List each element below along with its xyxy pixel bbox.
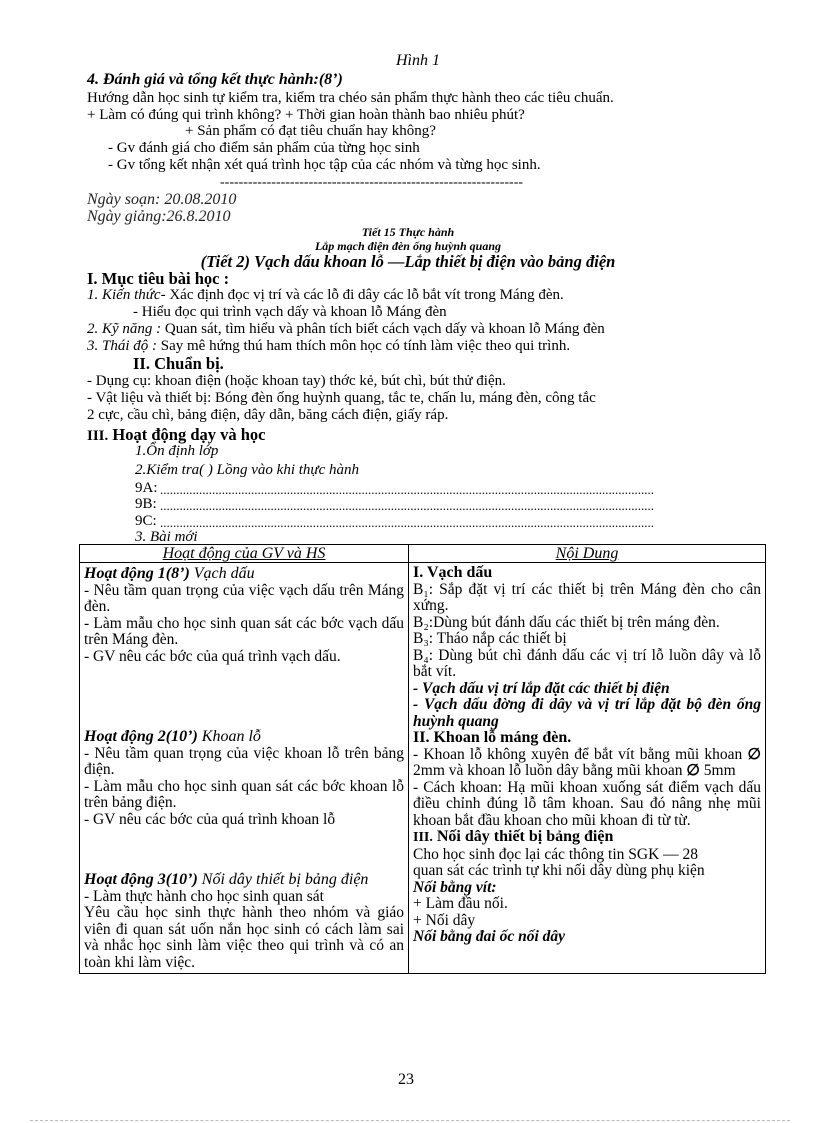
content-marking-step-1: B₁: Sắp đặt vị trí các thiết bị trên Máng đèn cho cân xứng. [413,580,761,614]
content-wiring-item-2: + Nối dây [413,911,476,929]
activity-1-title: Hoạt động 1(8’) Vạch dấu [84,565,255,582]
activity-2-title: Hoạt động 2(10’) Khoan lỗ [84,728,261,745]
preparation-heading: II. Chuẩn bị. [133,354,224,373]
lesson-subtitle: Lắp mạch điện đèn ống huỳnh quang [314,239,502,253]
content-marking-step-3: B₃: Tháo nắp các thiết bị [413,630,567,647]
objective-attitude [87,339,570,354]
objectives-heading: I. Mục tiêu bài học : [87,269,230,288]
skill-label: 2. Kỹ năng : [87,321,162,337]
assessment-line-3: + Sản phẩm có đạt tiêu chuẩn hay không? [185,123,436,139]
content-wiring-item-1: + Làm đầu nối. [413,895,508,912]
table-header-row [80,545,766,563]
date-taught: Ngày giảng:26.8.2010 [87,208,231,225]
page-bottom-rule [30,1120,790,1121]
class-9c-label: 9C: [135,513,157,529]
objective-skill [87,322,605,337]
preparation-materials: - Vật liệu và thiết bị: Bóng đèn ống huỳnh quang, tắc te, chấn lu, máng đèn, công tắc [87,390,596,406]
preparation-tools: - Dụng cụ: khoan điện (hoặc khoan tay) thớc kẻ, bút chì, bút thử điện. [87,373,506,389]
lesson-title: Tiết 15 Thực hành [361,225,455,239]
content-drilling-heading: II. Khoan lỗ máng đèn. [413,729,572,746]
page-number: 23 [398,1071,414,1088]
lesson-part-title: (Tiết 2) Vạch dấu khoan lỗ —Lắp thiết bị điện vào bảng điện [200,252,616,271]
activity-2-line-1: - Nêu tầm quan trọng của việc khoan lỗ trên bảng điện. [84,744,405,778]
activity-1-line-1: - Nêu tầm quan trọng của việc vạch dấu trên Máng đèn. [84,581,405,615]
content-cell [409,563,766,974]
class-9c-dotfill: ........................................................................................................................................................ [160,515,654,530]
attitude-label: 3. Thái độ : [87,338,158,354]
skill-text: Quan sát, tìm hiểu và phân tích biết cách vạch dấy và khoan lỗ Máng đèn [161,321,605,337]
section-divider: ----------------------------------------------------------------- [220,175,524,190]
content-marking-note-1: - Vạch dấu vị trí lắp đặt các thiết bị điện [413,679,670,697]
class-9a-dotfill: ........................................................................................................................................................ [160,482,654,497]
header-content: Nội Dung [409,545,766,563]
assessment-line-5: - Gv tổng kết nhận xét quá trình học tập của các nhóm và từng học sinh. [108,157,541,173]
content-marking-step-4: B₄: Dùng bút chì đánh dấu các vị trí lỗ luồn dây và lỗ bắt vít. [413,646,761,680]
activities-heading [87,427,266,444]
header-activities: Hoạt động của GV và HS [80,545,409,563]
content-wiring-heading: III. Nối dây thiết bị bảng điện [413,828,614,845]
activity-3-title: Hoạt động 3(10’) Nối dây thiết bị bảng điện [84,871,369,888]
objective-knowledge-2: - Hiểu đọc qui trình vạch dấy và khoan lỗ Máng đèn [133,304,447,320]
diameter-symbol-icon: ∅ [686,762,700,779]
content-wiring-line-2: quan sát các trình tự khi nối dây dùng phụ kiện [413,862,705,879]
activities-cell [80,563,409,974]
class-9b-label: 9B: [135,496,157,512]
preparation-materials-2: 2 cực, cầu chì, bảng điện, dây dẫn, băng cách điện, giấy ráp. [87,407,449,423]
section4-title: 4. Đánh giá và tổng kết thực hành:(8’) [87,71,343,88]
knowledge-label: 1. Kiến thức- [87,287,166,303]
content-drilling-line-2: - Cách khoan: Hạ mũi khoan xuống sát điểm vạch dấu điều chỉnh đúng lỗ tâm khoan. Sau đó nâng nhẹ mũi khoan bắt đầu khoan cho mũi khoan đi từ từ. [413,778,761,829]
content-wiring-sub-2: Nối bằng đai ốc nối dây [413,928,566,945]
activities-roman: III. [87,428,109,444]
assessment-line-1: Hướng dẫn học sinh tự kiểm tra, kiểm tra chéo sản phẩm thực hành theo các tiêu chuẩn. [87,90,614,106]
class-9a-label: 9A: [135,480,158,496]
table-body-row [80,563,766,974]
activity-3-line-2: Yêu cầu học sinh thực hành theo nhóm và giáo viên đi quan sát uốn nắn học sinh có cách làm sai và nhắc học sinh làm việc theo qui trình và có an toàn khi làm việc. [84,904,405,971]
content-marking-step-2: B₂:Dùng bút đánh dấu các thiết bị trên máng đèn. [413,613,720,631]
assessment-line-4: - Gv đánh giá cho điểm sản phẩm của từng học sinh [108,140,420,156]
attitude-text: Say mê hứng thú ham thích môn học có tính làm việc theo qui trình. [157,338,571,354]
date-prepared: Ngày soạn: 20.08.2010 [87,191,237,208]
content-marking-heading: I. Vạch dấu [413,564,493,581]
content-marking-note-2: - Vạch dấu đờng đi dây và vị trí lắp đặt bộ đèn ống huỳnh quang [413,696,761,730]
content-drilling-line-1: - Khoan lỗ không xuyên để bắt vít bằng mũi khoan ∅ 2mm và khoan lỗ luồn dây bằng mũi khoan ∅ 5mm [413,745,761,779]
lesson-plan-table [79,544,766,974]
step-stabilize-class: 1.Ổn định lớp [135,443,219,459]
activity-1-line-3: - GV nêu các bớc của quá trình vạch dấu. [84,647,341,665]
step-new-lesson: 3. Bài mới [135,529,198,545]
knowledge-text: Xác định đọc vị trí và các lỗ đi dây các lỗ bắt vít trong Máng đèn. [165,287,564,303]
activity-2-line-3: - GV nêu các bớc của quá trình khoan lỗ [84,810,336,828]
activity-3-line-1: - Làm thực hành cho học sinh quan sát [84,887,324,905]
diameter-symbol-icon: ∅ [747,745,761,763]
activity-1-line-2: - Làm mẫu cho học sinh quan sát các bớc vạch dấu trên Máng đèn. [84,614,405,648]
objective-knowledge [87,288,564,303]
step-check: 2.Kiểm tra( ) Lồng vào khi thực hành [135,462,359,478]
activities-heading-text: Hoạt động dạy và học [112,425,266,444]
assessment-line-2: + Làm có đúng qui trình không? + Thời gian hoàn thành bao nhiêu phút? [87,107,525,123]
figure-caption: Hình 1 [396,52,440,69]
class-9b-dotfill: ........................................................................................................................................................ [160,498,654,513]
activity-2-line-2: - Làm mẫu cho học sinh quan sát các bớc khoan lỗ trên bảng điện. [84,777,405,811]
content-wiring-line-1: Cho học sinh đọc lại các thông tin SGK — 28 [413,845,699,863]
content-wiring-sub-1: Nối bằng vít: [413,878,497,896]
